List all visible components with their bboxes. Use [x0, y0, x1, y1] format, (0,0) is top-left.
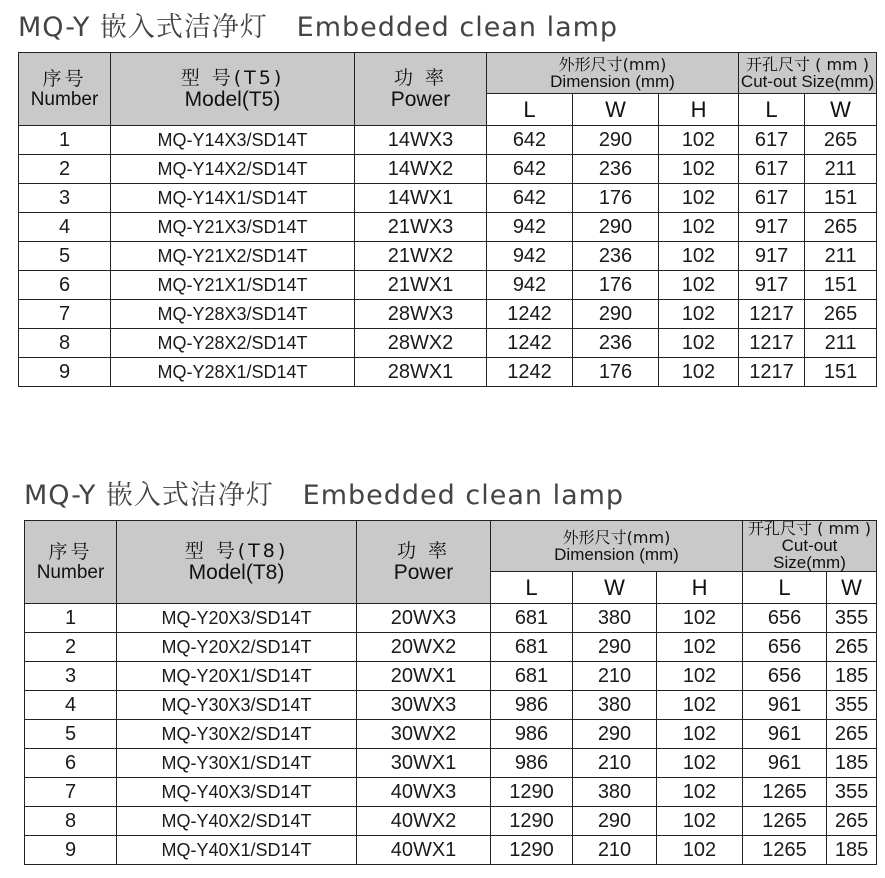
model-header-en: Model(T8) [188, 560, 285, 584]
dimension-header [491, 521, 743, 572]
power-cell: 21WX1 [355, 271, 487, 300]
model-cell: MQ-Y20X2/SD14T [117, 633, 357, 662]
model-header-cn: 型 号(T8) [184, 539, 289, 562]
dimension-l-cell: 942 [487, 242, 573, 271]
dimension-h-cell: 102 [657, 662, 743, 691]
cutout-l-cell: 1265 [743, 778, 827, 807]
cutout-l-cell: 1217 [739, 329, 805, 358]
dimension-w-cell: 290 [573, 807, 657, 836]
dimension-w-header: W [573, 94, 659, 126]
number-cell: 2 [25, 633, 117, 662]
dimension-l-cell: 1290 [491, 836, 573, 865]
dimension-h-cell: 102 [657, 633, 743, 662]
number-cell: 6 [25, 749, 117, 778]
t8-spec-block [24, 476, 876, 865]
dimension-w-cell: 210 [573, 662, 657, 691]
model-cell: MQ-Y14X1/SD14T [111, 184, 355, 213]
table-row [19, 126, 877, 155]
cutout-header-en: Cut-out Size(mm) [740, 71, 875, 91]
model-cell: MQ-Y20X1/SD14T [117, 662, 357, 691]
cutout-w-cell: 265 [827, 807, 877, 836]
power-cell: 20WX2 [357, 633, 491, 662]
model-cell: MQ-Y28X3/SD14T [111, 300, 355, 329]
dimension-h-cell: 102 [659, 358, 739, 387]
cutout-w-cell: 211 [805, 329, 877, 358]
dimension-w-cell: 290 [573, 633, 657, 662]
cutout-header-cn: 开孔尺寸 ( mm ) [748, 519, 871, 538]
dimension-w-cell: 290 [573, 300, 659, 329]
number-cell: 1 [25, 604, 117, 633]
power-header-cn: 功 率 [393, 66, 448, 89]
number-cell: 7 [25, 778, 117, 807]
dimension-header [487, 53, 739, 94]
power-cell: 28WX1 [355, 358, 487, 387]
cutout-header [739, 53, 877, 94]
dimension-h-cell: 102 [657, 836, 743, 865]
dimension-h-cell: 102 [657, 720, 743, 749]
model-cell: MQ-Y30X3/SD14T [117, 691, 357, 720]
cutout-w-cell: 185 [827, 662, 877, 691]
model-cell: MQ-Y21X1/SD14T [111, 271, 355, 300]
dimension-header-cn: 外形尺寸(mm) [558, 54, 667, 74]
dimension-h-cell: 102 [659, 126, 739, 155]
cutout-l-cell: 961 [743, 749, 827, 778]
dimension-l-header: L [491, 572, 573, 604]
model-header [117, 521, 357, 604]
number-header [25, 521, 117, 604]
t5-spec-table [18, 52, 877, 387]
cutout-l-cell: 617 [739, 184, 805, 213]
cutout-l-cell: 617 [739, 126, 805, 155]
dimension-w-cell: 176 [573, 271, 659, 300]
dimension-w-cell: 290 [573, 126, 659, 155]
cutout-header-en: Cut-out Size(mm) [773, 536, 846, 572]
power-cell: 14WX2 [355, 155, 487, 184]
cutout-w-cell: 185 [827, 836, 877, 865]
dimension-w-cell: 236 [573, 242, 659, 271]
model-cell: MQ-Y28X2/SD14T [111, 329, 355, 358]
cutout-l-cell: 917 [739, 242, 805, 271]
number-header [19, 53, 111, 126]
model-cell: MQ-Y14X2/SD14T [111, 155, 355, 184]
dimension-header-en: Dimension (mm) [554, 544, 679, 564]
dimension-h-cell: 102 [659, 155, 739, 184]
model-header-cn: 型 号(T5) [180, 66, 285, 89]
dimension-w-cell: 176 [573, 184, 659, 213]
dimension-w-header: W [573, 572, 657, 604]
table-row [19, 271, 877, 300]
dimension-header-cn: 外形尺寸(mm) [562, 527, 671, 547]
cutout-w-cell: 151 [805, 358, 877, 387]
table-row [19, 184, 877, 213]
cutout-l-cell: 617 [739, 155, 805, 184]
dimension-l-cell: 642 [487, 126, 573, 155]
cutout-header [743, 521, 877, 572]
model-cell: MQ-Y40X1/SD14T [117, 836, 357, 865]
dimension-l-cell: 1290 [491, 807, 573, 836]
t8-spec-table [24, 520, 877, 865]
cutout-w-cell: 151 [805, 271, 877, 300]
cutout-l-cell: 1217 [739, 300, 805, 329]
cutout-w-cell: 355 [827, 691, 877, 720]
model-cell: MQ-Y40X3/SD14T [117, 778, 357, 807]
dimension-l-cell: 986 [491, 720, 573, 749]
dimension-h-cell: 102 [659, 213, 739, 242]
cutout-w-header: W [827, 572, 877, 604]
table-row [19, 329, 877, 358]
number-cell: 5 [19, 242, 111, 271]
cutout-l-cell: 961 [743, 691, 827, 720]
cutout-l-cell: 656 [743, 604, 827, 633]
cutout-l-cell: 656 [743, 633, 827, 662]
power-header-cn: 功 率 [396, 539, 451, 562]
number-cell: 3 [25, 662, 117, 691]
cutout-w-cell: 355 [827, 604, 877, 633]
table-row [19, 155, 877, 184]
dimension-h-cell: 102 [657, 749, 743, 778]
cutout-w-cell: 355 [827, 778, 877, 807]
number-cell: 9 [19, 358, 111, 387]
power-cell: 30WX2 [357, 720, 491, 749]
power-cell: 40WX1 [357, 836, 491, 865]
cutout-l-header: L [739, 94, 805, 126]
table-row [25, 720, 877, 749]
dimension-l-cell: 681 [491, 604, 573, 633]
power-cell: 28WX2 [355, 329, 487, 358]
model-cell: MQ-Y21X3/SD14T [111, 213, 355, 242]
dimension-h-cell: 102 [657, 604, 743, 633]
cutout-w-header: W [805, 94, 877, 126]
model-header [111, 53, 355, 126]
dimension-w-cell: 380 [573, 691, 657, 720]
dimension-w-cell: 380 [573, 778, 657, 807]
number-cell: 5 [25, 720, 117, 749]
power-cell: 30WX3 [357, 691, 491, 720]
t8-table-title: MQ-Y 嵌入式洁净灯 Embedded clean lamp [24, 480, 625, 511]
number-cell: 9 [25, 836, 117, 865]
cutout-w-cell: 265 [805, 126, 877, 155]
dimension-l-cell: 1242 [487, 358, 573, 387]
power-header [355, 53, 487, 126]
dimension-w-cell: 210 [573, 836, 657, 865]
model-cell: MQ-Y20X3/SD14T [117, 604, 357, 633]
model-cell: MQ-Y30X1/SD14T [117, 749, 357, 778]
dimension-w-cell: 236 [573, 155, 659, 184]
cutout-l-cell: 1265 [743, 807, 827, 836]
dimension-h-cell: 102 [659, 329, 739, 358]
dimension-l-cell: 1242 [487, 300, 573, 329]
model-cell: MQ-Y14X3/SD14T [111, 126, 355, 155]
dimension-w-cell: 290 [573, 720, 657, 749]
dimension-l-cell: 942 [487, 271, 573, 300]
table-row [25, 633, 877, 662]
table-row [25, 604, 877, 633]
power-cell: 14WX3 [355, 126, 487, 155]
number-cell: 3 [19, 184, 111, 213]
cutout-w-cell: 265 [805, 300, 877, 329]
dimension-l-cell: 942 [487, 213, 573, 242]
dimension-h-cell: 102 [659, 271, 739, 300]
cutout-l-cell: 961 [743, 720, 827, 749]
power-cell: 21WX3 [355, 213, 487, 242]
dimension-l-cell: 986 [491, 749, 573, 778]
dimension-h-cell: 102 [659, 184, 739, 213]
cutout-w-cell: 265 [827, 720, 877, 749]
cutout-w-cell: 185 [827, 749, 877, 778]
dimension-h-cell: 102 [659, 242, 739, 271]
table-row [19, 242, 877, 271]
cutout-l-cell: 1265 [743, 836, 827, 865]
number-header-en: Number [36, 561, 105, 583]
power-cell: 20WX1 [357, 662, 491, 691]
number-cell: 8 [25, 807, 117, 836]
dimension-w-cell: 236 [573, 329, 659, 358]
table-row [19, 300, 877, 329]
number-cell: 4 [25, 691, 117, 720]
t5-table-title: MQ-Y 嵌入式洁净灯 Embedded clean lamp [18, 12, 619, 43]
model-cell: MQ-Y28X1/SD14T [111, 358, 355, 387]
table-row [25, 749, 877, 778]
dimension-l-cell: 642 [487, 184, 573, 213]
dimension-l-cell: 1290 [491, 778, 573, 807]
cutout-l-cell: 917 [739, 213, 805, 242]
power-cell: 40WX2 [357, 807, 491, 836]
model-header-en: Model(T5) [184, 87, 281, 111]
dimension-h-cell: 102 [657, 807, 743, 836]
dimension-l-cell: 642 [487, 155, 573, 184]
dimension-w-cell: 176 [573, 358, 659, 387]
dimension-l-cell: 681 [491, 662, 573, 691]
dimension-l-cell: 986 [491, 691, 573, 720]
number-cell: 4 [19, 213, 111, 242]
power-cell: 30WX1 [357, 749, 491, 778]
number-header-en: Number [30, 88, 99, 110]
dimension-w-cell: 290 [573, 213, 659, 242]
cutout-l-cell: 656 [743, 662, 827, 691]
t5-spec-block [18, 8, 876, 387]
t8-table-body [25, 604, 877, 865]
number-cell: 8 [19, 329, 111, 358]
cutout-w-cell: 265 [827, 633, 877, 662]
number-cell: 6 [19, 271, 111, 300]
number-cell: 2 [19, 155, 111, 184]
cutout-header-cn: 开孔尺寸 ( mm ) [746, 54, 869, 74]
dimension-h-cell: 102 [659, 300, 739, 329]
cutout-w-cell: 265 [805, 213, 877, 242]
cutout-w-cell: 211 [805, 155, 877, 184]
power-cell: 20WX3 [357, 604, 491, 633]
cutout-w-cell: 151 [805, 184, 877, 213]
table-row [25, 691, 877, 720]
dimension-h-header: H [659, 94, 739, 126]
cutout-l-cell: 917 [739, 271, 805, 300]
number-header-cn: 序号 [42, 67, 87, 90]
table-row [25, 662, 877, 691]
table-row [25, 836, 877, 865]
dimension-h-cell: 102 [657, 778, 743, 807]
model-cell: MQ-Y40X2/SD14T [117, 807, 357, 836]
number-cell: 7 [19, 300, 111, 329]
table-row [19, 358, 877, 387]
number-header-cn: 序号 [48, 540, 93, 563]
power-header-en: Power [393, 560, 454, 584]
table-row [25, 778, 877, 807]
dimension-w-cell: 380 [573, 604, 657, 633]
cutout-l-cell: 1217 [739, 358, 805, 387]
dimension-l-cell: 681 [491, 633, 573, 662]
model-cell: MQ-Y30X2/SD14T [117, 720, 357, 749]
dimension-w-cell: 210 [573, 749, 657, 778]
power-cell: 40WX3 [357, 778, 491, 807]
power-header [357, 521, 491, 604]
dimension-l-cell: 1242 [487, 329, 573, 358]
power-cell: 28WX3 [355, 300, 487, 329]
power-header-en: Power [390, 87, 451, 111]
table-row [19, 213, 877, 242]
dimension-l-header: L [487, 94, 573, 126]
model-cell: MQ-Y21X2/SD14T [111, 242, 355, 271]
dimension-h-cell: 102 [657, 691, 743, 720]
t5-table-body [19, 126, 877, 387]
dimension-h-header: H [657, 572, 743, 604]
power-cell: 14WX1 [355, 184, 487, 213]
table-row [25, 807, 877, 836]
dimension-header-en: Dimension (mm) [550, 71, 675, 91]
number-cell: 1 [19, 126, 111, 155]
power-cell: 21WX2 [355, 242, 487, 271]
cutout-w-cell: 211 [805, 242, 877, 271]
cutout-l-header: L [743, 572, 827, 604]
